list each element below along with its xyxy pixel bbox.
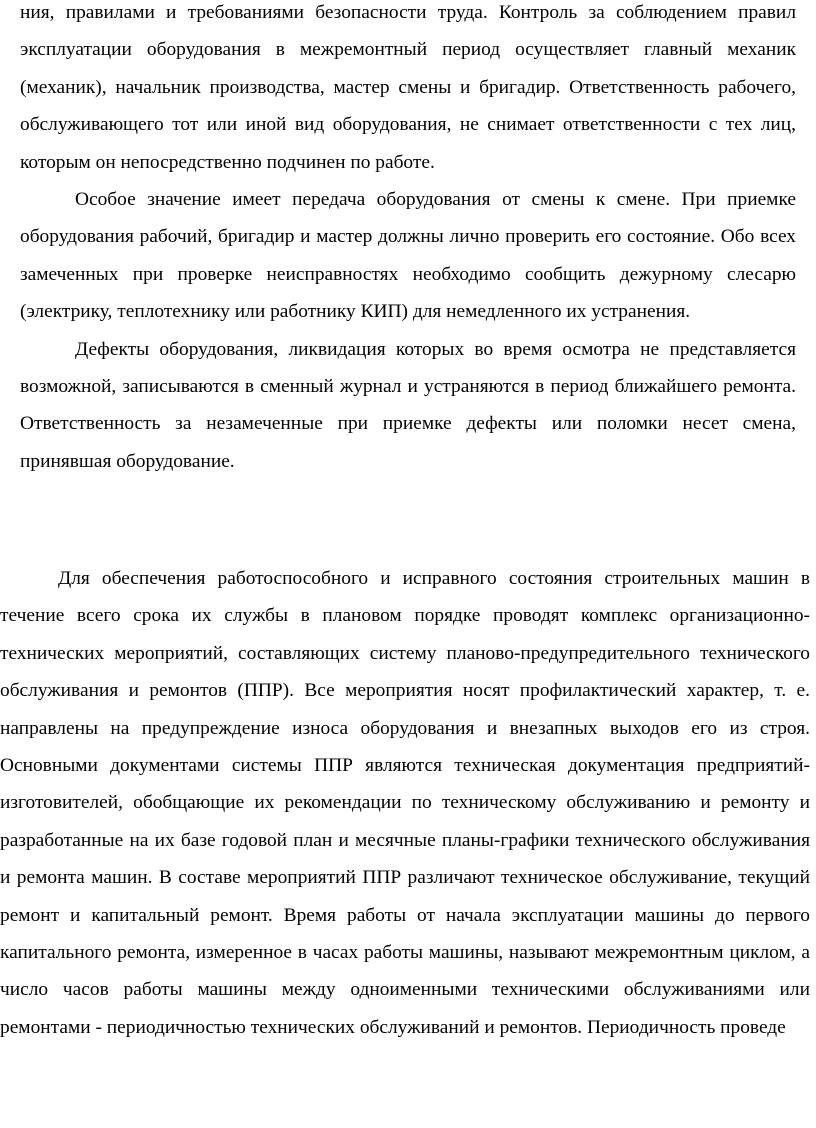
paragraph-shift-handover: Особое значение имеет передача оборудования от смены к смене. При приемке оборудования рабочий, бригадир и мастер должны лично проверить его состояние. Обо всех замеченных при проверке неисправностях необходимо сообщить дежурному слесарю (электрику, теплотехнику или работнику КИП) для немедленного их устранения. — [20, 189, 796, 323]
paragraph-operation-control: ния, правилами и требованиями безопасности труда. Контроль за соблюдением правил эксплуатации оборудования в межремонтный период осуществляет главный механик (механик), начальник производства, мастер смены и бригадир. Ответственность рабочего, обслуживающего тот или иной вид оборудования, не снимает ответственности с тех лиц, которым он непосредственно подчинен по работе. — [20, 2, 796, 173]
paragraph-equipment-defects: Дефекты оборудования, ликвидация которых во время осмотра не представляется возможной, записываются в сменный журнал и устраняются в период ближайшего ремонта. Ответственность за незамеченные при приемке дефекты или поломки несет смена, принявшая оборудование. — [20, 338, 796, 472]
text-block-ppr-system — [0, 560, 810, 1046]
paragraph-ppr-system: Для обеспечения работоспособного и исправного состояния строительных машин в течение всего срока их службы в плановом порядке проводят комплекс организационно-технических мероприятий, составляющих систему планово-предупредительного технического обслуживания и ремонтов (ППР). Все мероприятия носят профилактический характер, т. е. направлены на предупреждение износа оборудования и внезапных выходов его из строя. Основными документами системы ППР являются техническая документация предприятий-изготовителей, обобщающие их рекомендации по техническому обслуживанию и ремонту и разработанные на их базе годовой план и месячные планы-графики технического обслуживания и ремонта машин. В составе мероприятий ППР различают техническое обслуживание, текущий ремонт и капитальный ремонт. Время работы от начала эксплуатации машины до первого капитального ремонта, измеренное в часах работы машины, называют межремонтным циклом, а число часов работы машины между одноименными техническими обслуживаниями или ремонтами - периодичностью технических обслуживаний и ремонтов. Периодичность проведе — [0, 568, 810, 1038]
text-block-equipment-operation — [20, 0, 796, 480]
